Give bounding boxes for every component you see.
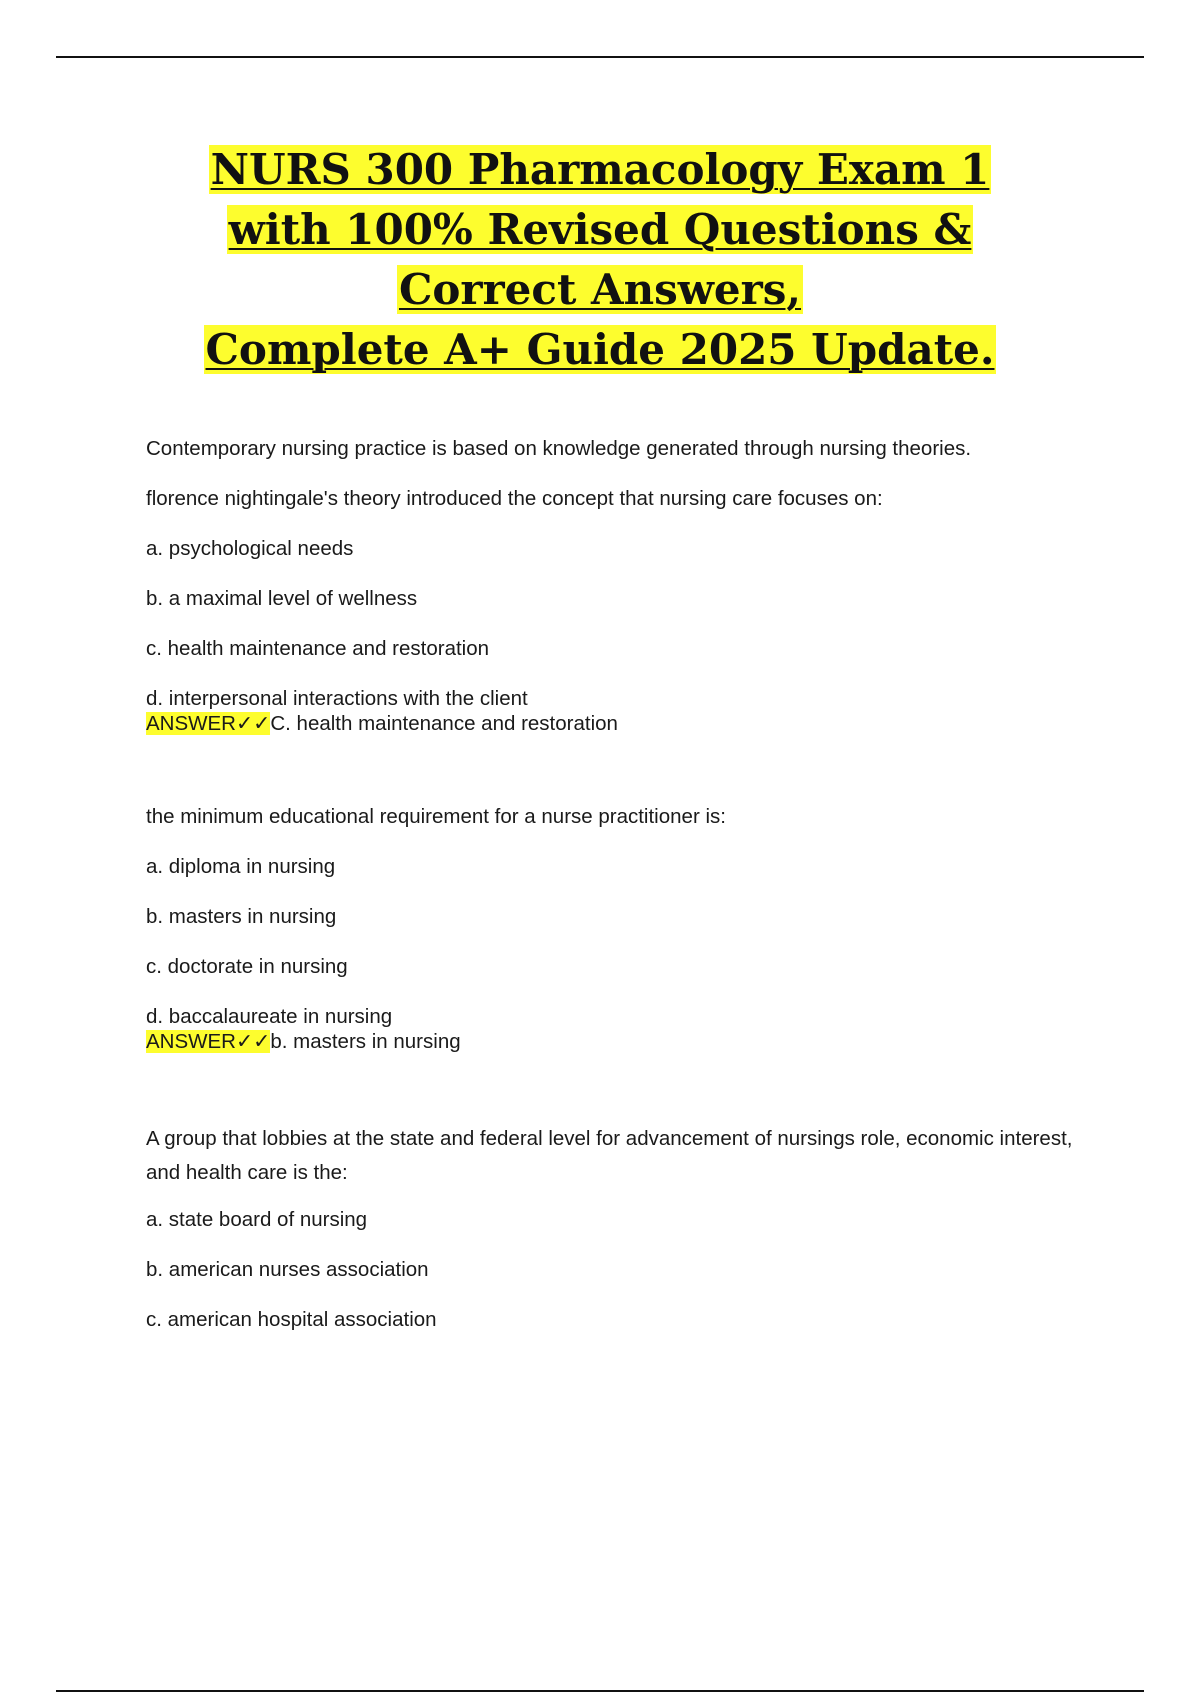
document-title: [0, 140, 1200, 380]
option-b: b. american nurses association: [146, 1258, 429, 1281]
title-line: Complete A+ Guide 2025 Update.: [205, 325, 995, 374]
question-2: [146, 804, 1086, 1054]
option-c: c. health maintenance and restoration: [146, 637, 490, 660]
option-c: c. american hospital association: [146, 1308, 437, 1331]
title-line: Correct Answers,: [398, 265, 802, 314]
option-a: a. psychological needs: [146, 537, 354, 560]
question-1: [146, 436, 1086, 736]
option-a: a. state board of nursing: [146, 1208, 368, 1231]
bottom-rule: [56, 1690, 1144, 1692]
answer-tag: ANSWER✓✓: [146, 712, 271, 735]
question-3: [146, 1122, 1086, 1332]
answer-line: [146, 1029, 1086, 1054]
option-d: d. interpersonal interactions with the client: [146, 687, 528, 710]
option-a: a. diploma in nursing: [146, 855, 336, 878]
question-stem: florence nightingale's theory introduced the concept that nursing care focuses on:: [146, 487, 883, 510]
document-body: [146, 436, 1086, 1400]
option-d: d. baccalaureate in nursing: [146, 1005, 393, 1028]
title-line: NURS 300 Pharmacology Exam 1: [210, 145, 990, 194]
question-stem: A group that lobbies at the state and federal level for advancement of nursings role, economic interest, and health care is the:: [146, 1127, 1073, 1184]
answer-text: b. masters in nursing: [270, 1030, 461, 1053]
answer-line: [146, 711, 1086, 736]
answer-text: C. health maintenance and restoration: [270, 712, 618, 735]
intro-text: Contemporary nursing practice is based on knowledge generated through nursing theories.: [146, 437, 972, 460]
option-b: b. a maximal level of wellness: [146, 587, 418, 610]
option-c: c. doctorate in nursing: [146, 955, 348, 978]
question-stem: the minimum educational requirement for a nurse practitioner is:: [146, 805, 726, 828]
top-rule: [56, 56, 1144, 58]
answer-tag: ANSWER✓✓: [146, 1030, 271, 1053]
option-b: b. masters in nursing: [146, 905, 337, 928]
title-line: with 100% Revised Questions &: [228, 205, 972, 254]
